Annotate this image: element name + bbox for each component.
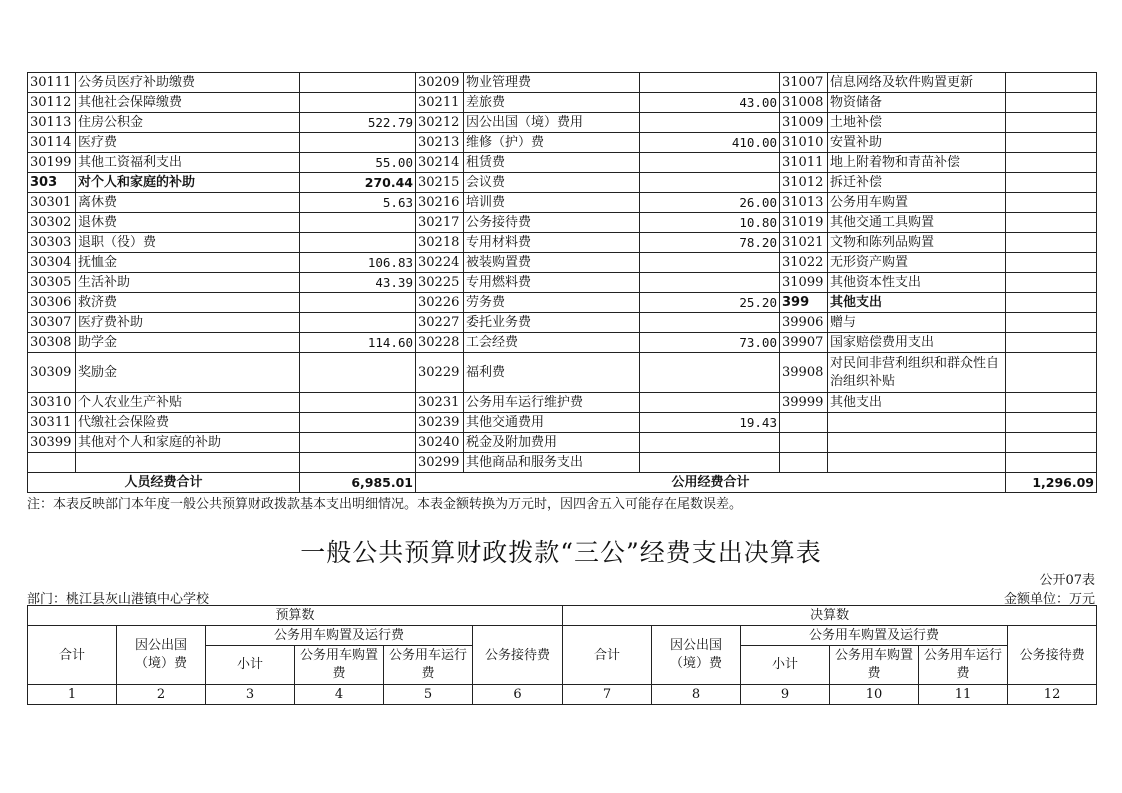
table-row [28,353,1097,393]
table-row [28,93,1097,113]
amount-cell [1006,333,1097,353]
final-subtotal-header: 小计 [741,646,830,685]
amount-cell: 410.00 [640,133,780,153]
code-cell: 30199 [28,153,76,173]
name-cell: 助学金 [76,333,300,353]
budget-abroad-header: 因公出国（境）费 [117,626,206,685]
code-cell: 31022 [780,253,828,273]
code-cell: 39999 [780,393,828,413]
column-number-cell: 3 [206,685,295,705]
amount-cell [300,73,416,93]
name-cell: 退休费 [76,213,300,233]
name-cell: 专用燃料费 [464,273,640,293]
amount-cell [1006,153,1097,173]
code-cell: 30310 [28,393,76,413]
name-cell: 其他社会保障缴费 [76,93,300,113]
code-cell: 30212 [416,113,464,133]
final-abroad-header: 因公出国（境）费 [652,626,741,685]
name-cell: 退职（役）费 [76,233,300,253]
column-number-cell: 10 [830,685,919,705]
amount-cell: 43.39 [300,273,416,293]
name-cell: 无形资产购置 [828,253,1006,273]
amount-cell [300,233,416,253]
code-cell: 31011 [780,153,828,173]
code-cell: 30308 [28,333,76,353]
column-number-cell: 4 [295,685,384,705]
name-cell: 救济费 [76,293,300,313]
amount-cell: 73.00 [640,333,780,353]
budget-purchase-header: 公务用车购置费 [295,646,384,685]
code-cell: 30224 [416,253,464,273]
name-cell: 医疗费 [76,133,300,153]
code-cell: 399 [780,293,828,313]
amount-cell [640,113,780,133]
form-number: 公开07表 [1039,573,1095,588]
amount-cell [300,393,416,413]
amount-cell [1006,453,1097,473]
public-total-label: 公用经费合计 [416,473,1006,493]
name-cell: 劳务费 [464,293,640,313]
code-cell [780,433,828,453]
amount-cell [640,73,780,93]
amount-cell [640,433,780,453]
name-cell: 其他支出 [828,393,1006,413]
name-cell: 生活补助 [76,273,300,293]
code-cell: 30309 [28,353,76,393]
column-number-cell: 7 [563,685,652,705]
code-cell: 30399 [28,433,76,453]
code-cell: 30227 [416,313,464,333]
code-cell: 30217 [416,213,464,233]
amount-cell [1006,293,1097,313]
name-cell: 代缴社会保险费 [76,413,300,433]
table-row [28,133,1097,153]
code-cell: 30215 [416,173,464,193]
amount-cell: 522.79 [300,113,416,133]
totals-row [28,473,1097,493]
name-cell: 赠与 [828,313,1006,333]
amount-cell: 270.44 [300,173,416,193]
amount-cell [300,213,416,233]
amount-cell [640,153,780,173]
name-cell [828,453,1006,473]
amount-cell [1006,413,1097,433]
code-cell: 30216 [416,193,464,213]
unit-label: 金额单位：万元 [1003,592,1095,607]
table-row [28,253,1097,273]
name-cell: 抚恤金 [76,253,300,273]
code-cell: 30311 [28,413,76,433]
code-cell: 31007 [780,73,828,93]
amount-cell [640,313,780,333]
amount-cell: 5.63 [300,193,416,213]
code-cell: 30226 [416,293,464,313]
budget-reception-header: 公务接待费 [473,626,563,685]
name-cell: 个人农业生产补贴 [76,393,300,413]
name-cell: 其他支出 [828,293,1006,313]
table-row [28,173,1097,193]
table-row [28,393,1097,413]
table-row [28,273,1097,293]
code-cell: 30209 [416,73,464,93]
amount-cell: 25.20 [640,293,780,313]
name-cell: 租赁费 [464,153,640,173]
code-cell: 30304 [28,253,76,273]
code-cell: 30305 [28,273,76,293]
personnel-total-label: 人员经费合计 [28,473,300,493]
name-cell: 会议费 [464,173,640,193]
final-header: 决算数 [563,606,1097,626]
code-cell: 30301 [28,193,76,213]
column-number-cell: 5 [384,685,473,705]
code-cell: 30218 [416,233,464,253]
amount-cell [640,453,780,473]
expenditure-detail-body [28,73,1097,473]
amount-cell [300,313,416,333]
final-total-header: 合计 [563,626,652,685]
code-cell: 31021 [780,233,828,253]
code-cell [780,413,828,433]
table-row [28,213,1097,233]
code-cell: 30302 [28,213,76,233]
name-cell: 税金及附加费用 [464,433,640,453]
column-number-cell: 1 [28,685,117,705]
name-cell: 其他商品和服务支出 [464,453,640,473]
code-cell: 30228 [416,333,464,353]
code-cell: 30299 [416,453,464,473]
name-cell: 公务用车运行维护费 [464,393,640,413]
budget-vehicle-header: 公务用车购置及运行费 [206,626,473,646]
code-cell: 30240 [416,433,464,453]
name-cell: 物业管理费 [464,73,640,93]
name-cell: 医疗费补助 [76,313,300,333]
code-cell: 30307 [28,313,76,333]
amount-cell [300,133,416,153]
section-title: 一般公共预算财政拨款“三公”经费支出决算表 [300,538,822,567]
column-number-cell: 9 [741,685,830,705]
code-cell: 30231 [416,393,464,413]
name-cell: 离休费 [76,193,300,213]
code-cell: 30214 [416,153,464,173]
code-cell: 30229 [416,353,464,393]
amount-cell: 106.83 [300,253,416,273]
name-cell: 对个人和家庭的补助 [76,173,300,193]
table-row [28,233,1097,253]
amount-cell [1006,113,1097,133]
table-row [28,413,1097,433]
column-number-row [28,685,1097,705]
amount-cell [1006,273,1097,293]
code-cell [28,453,76,473]
amount-cell [1006,233,1097,253]
table-row [28,113,1097,133]
amount-cell [640,273,780,293]
code-cell: 30213 [416,133,464,153]
header-row-1 [28,606,1097,626]
name-cell [828,413,1006,433]
name-cell: 专用材料费 [464,233,640,253]
code-cell: 30225 [416,273,464,293]
name-cell: 其他对个人和家庭的补助 [76,433,300,453]
amount-cell [640,173,780,193]
name-cell: 国家赔偿费用支出 [828,333,1006,353]
code-cell: 31009 [780,113,828,133]
amount-cell [1006,353,1097,393]
table-row [28,73,1097,93]
table-row [28,313,1097,333]
column-number-cell: 6 [473,685,563,705]
name-cell: 被装购置费 [464,253,640,273]
code-cell: 39908 [780,353,828,393]
name-cell: 委托业务费 [464,313,640,333]
budget-subtotal-header: 小计 [206,646,295,685]
budget-total-header: 合计 [28,626,117,685]
table-row [28,293,1097,313]
amount-cell [1006,433,1097,453]
name-cell: 其他交通费用 [464,413,640,433]
amount-cell: 114.60 [300,333,416,353]
name-cell: 物资储备 [828,93,1006,113]
amount-cell [1006,393,1097,413]
name-cell: 公务接待费 [464,213,640,233]
final-vehicle-header: 公务用车购置及运行费 [741,626,1008,646]
name-cell: 维修（护）费 [464,133,640,153]
name-cell [828,433,1006,453]
name-cell: 其他资本性支出 [828,273,1006,293]
code-cell: 31013 [780,193,828,213]
code-cell: 30111 [28,73,76,93]
column-number-cell: 8 [652,685,741,705]
amount-cell: 55.00 [300,153,416,173]
code-cell: 30211 [416,93,464,113]
name-cell: 地上附着物和青苗补偿 [828,153,1006,173]
amount-cell: 26.00 [640,193,780,213]
code-cell [780,453,828,473]
amount-cell [300,93,416,113]
code-cell: 31010 [780,133,828,153]
amount-cell: 78.20 [640,233,780,253]
expenditure-detail-table [27,72,1097,493]
code-cell: 39907 [780,333,828,353]
amount-cell [640,393,780,413]
name-cell [76,453,300,473]
code-cell: 39906 [780,313,828,333]
amount-cell [1006,93,1097,113]
table-row [28,453,1097,473]
amount-cell [300,413,416,433]
amount-cell: 10.80 [640,213,780,233]
name-cell: 其他工资福利支出 [76,153,300,173]
name-cell: 信息网络及软件购置更新 [828,73,1006,93]
table-row [28,193,1097,213]
public-total-value: 1,296.09 [1006,473,1097,493]
amount-cell: 19.43 [640,413,780,433]
table-row [28,333,1097,353]
code-cell: 303 [28,173,76,193]
amount-cell [640,253,780,273]
name-cell: 公务员医疗补助缴费 [76,73,300,93]
name-cell: 文物和陈列品购置 [828,233,1006,253]
table-note: 注：本表反映部门本年度一般公共预算财政拨款基本支出明细情况。本表金额转换为万元时，因四舍五入可能存在尾数误差。 [27,497,743,512]
budget-header: 预算数 [28,606,563,626]
code-cell: 30114 [28,133,76,153]
final-reception-header: 公务接待费 [1008,626,1097,685]
name-cell: 培训费 [464,193,640,213]
code-cell: 30239 [416,413,464,433]
name-cell: 奖励金 [76,353,300,393]
name-cell: 公务用车购置 [828,193,1006,213]
amount-cell [300,293,416,313]
amount-cell [1006,193,1097,213]
budget-operation-header: 公务用车运行费 [384,646,473,685]
final-purchase-header: 公务用车购置费 [830,646,919,685]
final-operation-header: 公务用车运行费 [919,646,1008,685]
amount-cell [1006,173,1097,193]
column-number-cell: 2 [117,685,206,705]
code-cell: 30303 [28,233,76,253]
name-cell: 拆迁补偿 [828,173,1006,193]
table-row [28,153,1097,173]
name-cell: 住房公积金 [76,113,300,133]
code-cell: 30306 [28,293,76,313]
code-cell: 31008 [780,93,828,113]
amount-cell: 43.00 [640,93,780,113]
amount-cell [1006,253,1097,273]
amount-cell [640,353,780,393]
name-cell: 对民间非营利组织和群众性自治组织补贴 [828,353,1006,393]
amount-cell [300,353,416,393]
name-cell: 安置补助 [828,133,1006,153]
code-cell: 30113 [28,113,76,133]
column-number-cell: 12 [1008,685,1097,705]
name-cell: 因公出国（境）费用 [464,113,640,133]
amount-cell [1006,313,1097,333]
header-row-2 [28,626,1097,646]
code-cell: 31099 [780,273,828,293]
name-cell: 差旅费 [464,93,640,113]
column-number-cell: 11 [919,685,1008,705]
amount-cell [1006,73,1097,93]
name-cell: 福利费 [464,353,640,393]
name-cell: 工会经费 [464,333,640,353]
department-label: 部门：桃江县灰山港镇中心学校 [27,592,210,607]
code-cell: 30112 [28,93,76,113]
code-cell: 31019 [780,213,828,233]
amount-cell [1006,213,1097,233]
name-cell: 其他交通工具购置 [828,213,1006,233]
three-public-expenses-table [27,605,1097,705]
amount-cell [300,433,416,453]
amount-cell [300,453,416,473]
name-cell: 土地补偿 [828,113,1006,133]
personnel-total-value: 6,985.01 [300,473,416,493]
table-row [28,433,1097,453]
code-cell: 31012 [780,173,828,193]
amount-cell [1006,133,1097,153]
